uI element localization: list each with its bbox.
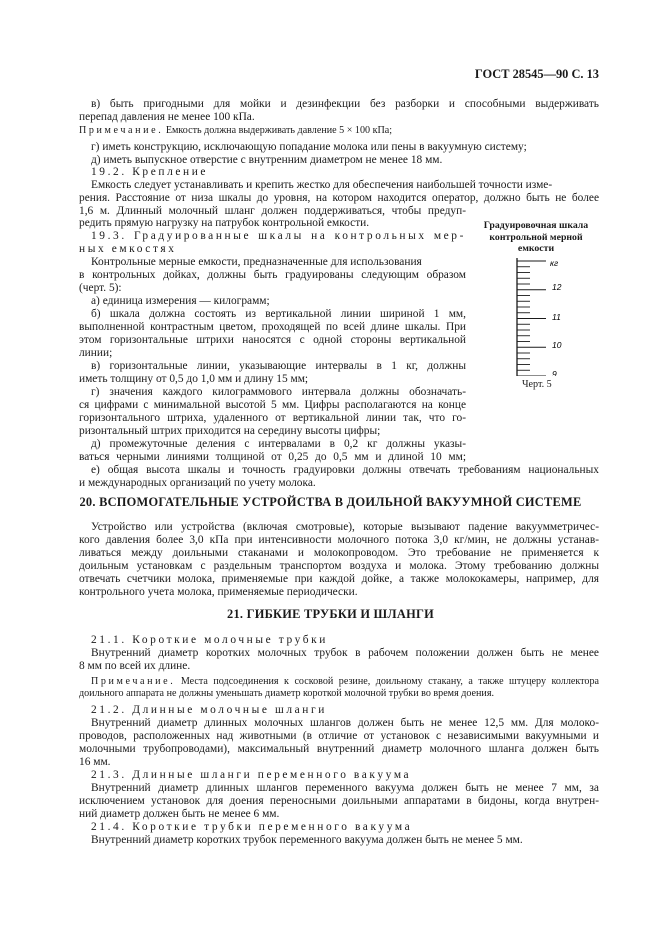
s19-3-line-2: в контрольных дойках, должны быть градуированы следующим образом [79, 269, 466, 281]
s20-line-2: кого давления более 3,0 кПа при интенсивности молочного потока 3,0 кг/мин, не должны устанав- [79, 534, 599, 546]
note-19 [79, 124, 392, 137]
s21-3-line-3: ний диаметр должен быть не менее 6 мм. [79, 808, 280, 820]
s21-2-line-4: 16 мм. [79, 756, 111, 768]
s19-3-line-17: е) общая высота шкалы и точность градуировки должны отвечать требованиям национальных [91, 464, 599, 476]
s19-3-line-12: ся цифрами с минимальной высотой 5 мм. Цифры располагаются на конце [79, 399, 466, 411]
note-label: Примечание. [79, 125, 164, 136]
section-20-heading: 20. ВСПОМОГАТЕЛЬНЫЕ УСТРОЙСТВА В ДОИЛЬНОЙ ВАКУУМНОЙ СИСТЕМЕ [79, 495, 582, 509]
scale-mark-12: 12 [552, 282, 562, 292]
s19-3-line-15: д) промежуточные деления с интервалами в 0,2 кг должны указы- [91, 438, 466, 450]
s20-line-3: ливаться между доильными стаканами и молокопроводом. Это требование не применяется к [79, 547, 599, 559]
scale-mark-9: 9 [552, 369, 557, 376]
s19-2-line-1: Емкость следует устанавливать и крепить жестко для обеспечения наибольшей точности изме- [91, 179, 553, 191]
s19-3-line-13: горизонтального штриха, удаленного от вертикальной линии так, что го- [79, 412, 466, 424]
s21-3-line-2: исключением установок для доения переносными доильными аппаратами в бидоны, когда внутрен- [79, 795, 599, 807]
figure-caption-line-1: Градуировочная шкала [483, 220, 589, 231]
s19-3-line-7: этом горизонтальные штрихи наносятся с одной стороны вертикальной [79, 334, 466, 346]
s19-3-line-6: выполненной контрастным цветом, проходящей по всей длине шкалы. При [79, 321, 466, 333]
figure-label: Черт. 5 [522, 379, 552, 390]
calibration-scale-figure [510, 258, 580, 376]
note-21-label: Примечание. [91, 676, 176, 687]
note-21-line-2: доильного аппарата не должны уменьшать диаметр короткой молочной трубки во время доения. [79, 688, 494, 699]
section-21-1-title: 21.1. Короткие молочные трубки [91, 634, 328, 646]
figure-caption [474, 220, 598, 255]
s21-3-line-1: Внутренний диаметр длинных шлангов переменного вакуума должен быть не менее 7 мм, за [91, 782, 599, 794]
s19-3-line-9: в) горизонтальные линии, указывающие интервалы в 1 кг, должны [91, 360, 466, 372]
s19-3-line-3: (черт. 5): [79, 282, 122, 294]
scale-mark-10: 10 [552, 340, 562, 350]
s20-line-6: контрольного учета молока, применяемые периодически. [79, 586, 358, 598]
s21-2-line-1: Внутренний диаметр длинных молочных шлангов должен быть не менее 12,5 мм. Для молоко- [91, 717, 599, 729]
s19-3-line-16: ваться черными линиями толщиной от 0,25 до 0,5 мм и длиной 10 мм; [79, 451, 466, 463]
s21-1-line-1: Внутренний диаметр коротких молочных трубок в рабочем положении должен быть не менее [91, 647, 599, 659]
s20-line-5: отвечать счетчики молока, применяемые при каждой дойке, а также молококамеры, например, для [79, 573, 599, 585]
item-v-line-2: перепад давления не менее 100 кПа. [79, 111, 255, 123]
s19-3-line-1: Контрольные мерные емкости, предназначенные для использования [91, 256, 422, 268]
s21-2-line-3: молочными трубопроводами), максимальный внутренний диаметр молочного шланга должен быть [79, 743, 599, 755]
note-21-text: Места подсоединения к сосковой резине, доильному стакану, а также штуцеру коллектора [180, 676, 599, 687]
s19-2-line-4: редить прямую нагрузку на патрубок контрольной емкости. [79, 217, 370, 229]
s19-2-line-2: рения. Расстояние от низа шкалы до уровня, на котором находится оператор, должно быть не более [79, 192, 599, 204]
item-d: д) иметь выпускное отверстие с внутренним диаметром не менее 18 мм. [91, 154, 443, 166]
note-text: Емкость должна выдерживать давление 5 × 100 кПа; [165, 125, 393, 136]
s19-3-line-10: иметь толщину от 0,5 до 1,0 мм и длину 15 мм; [79, 373, 309, 385]
s20-line-4: доильным установкам с раздельным транспортом воздуха и молока. Этому требованию должны [79, 560, 599, 572]
figure-caption-line-3: емкости [517, 243, 555, 254]
s19-3-line-11: г) значения каждого килограммового интервала должны обозначать- [91, 386, 466, 398]
s20-line-1: Устройство или устройства (включая смотровые), которые вызывают падение вакуумметричес- [91, 521, 599, 533]
s19-3-line-5: б) шкала должна состоять из вертикальной линии шириной 1 мм, [91, 308, 466, 320]
section-21-heading: 21. ГИБКИЕ ТРУБКИ И ШЛАНГИ [227, 607, 434, 621]
s19-2-line-3: 1,6 м. Длинный молочный шланг должен поддерживаться, чтобы предуп- [79, 205, 466, 217]
section-21-3-title: 21.3. Длинные шланги переменного вакуума [91, 769, 412, 781]
page-header: ГОСТ 28545—90 С. 13 [474, 67, 599, 81]
s21-1-line-2: 8 мм по всей их длине. [79, 660, 191, 672]
s21-2-line-2: проводов, расположенных над животными (в отличие от установок с независимыми вакуумными и [79, 730, 599, 742]
item-g: г) иметь конструкцию, исключающую попадание молока или пены в вакуумную систему; [91, 141, 527, 153]
scale-unit-label: кг [550, 258, 559, 268]
scale-mark-11: 11 [552, 312, 561, 322]
s19-3-line-18: и международных организаций по учету молока. [79, 477, 316, 489]
section-19-3-title-2: ных емкостях [79, 243, 177, 255]
section-19-3-title-1: 19.3. Градуированные шкалы на контрольных мер- [91, 230, 466, 242]
s19-3-line-14: ризонтальный штрих приходится на середину высоты цифры; [79, 425, 381, 437]
s19-3-line-8: линии; [79, 347, 113, 359]
scale-ticks [517, 261, 546, 376]
section-19-2-title: 19.2. Крепление [91, 166, 209, 178]
s21-4-line-1: Внутренний диаметр коротких трубок переменного вакуума должен быть не менее 5 мм. [91, 834, 523, 846]
s19-3-line-4: а) единица измерения — килограмм; [91, 295, 270, 307]
section-21-2-title: 21.2. Длинные молочные шланги [91, 704, 327, 716]
item-v-line-1: в) быть пригодными для мойки и дезинфекции без разборки и способными выдерживать [91, 98, 599, 110]
figure-caption-line-2: контрольной мерной [489, 231, 583, 243]
section-21-4-title: 21.4. Короткие трубки переменного вакуума [91, 821, 413, 833]
